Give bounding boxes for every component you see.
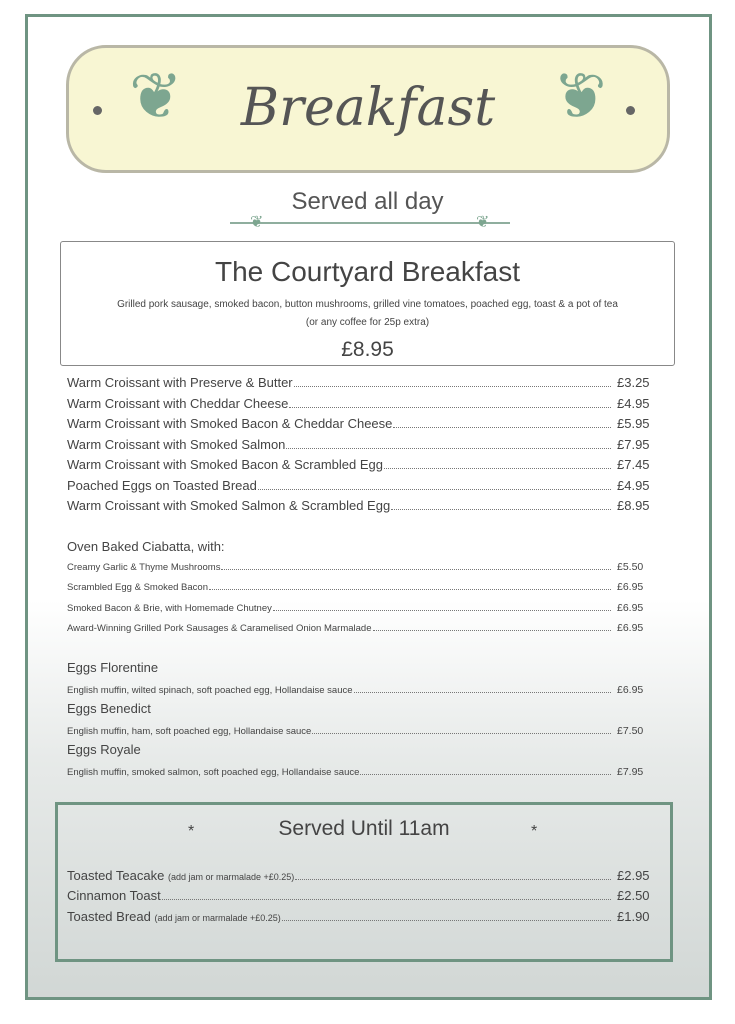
- item-name-text: Warm Croissant with Cheddar Cheese: [67, 395, 289, 411]
- item-price: £4.95: [617, 395, 650, 411]
- menu-item: [67, 416, 657, 431]
- menu-item: [67, 457, 657, 472]
- item-price: £6.95: [617, 581, 644, 594]
- dot-leader: [282, 920, 611, 921]
- ornament-icon: ❦: [250, 214, 264, 231]
- item-note: (add jam or marmalade +£0.25): [154, 912, 281, 923]
- menu-item: [67, 478, 657, 493]
- item-name: [67, 726, 311, 737]
- dot-leader: [312, 733, 611, 734]
- subtitle: Served all day: [291, 188, 444, 215]
- dot-leader: [289, 407, 611, 408]
- item-price: £2.95: [617, 868, 650, 883]
- item-name-text: Cinnamon Toast: [67, 888, 161, 904]
- menu-item: [67, 561, 657, 573]
- item-name: [67, 416, 392, 431]
- featured-price: £8.95: [341, 338, 394, 361]
- dish-title: Eggs Florentine: [67, 660, 159, 675]
- item-name-text: English muffin, smoked salmon, soft poached egg, Hollandaise sauce: [67, 767, 360, 778]
- menu-item: [67, 684, 657, 696]
- menu-item: [67, 375, 657, 390]
- item-name-text: Toasted Teacake: [67, 868, 165, 883]
- dish-title: Eggs Royale: [67, 742, 141, 757]
- item-name-text: Smoked Bacon & Brie, with Homemade Chutney: [67, 602, 272, 614]
- item-price: £7.95: [617, 436, 650, 452]
- item-price: £6.95: [617, 601, 644, 614]
- item-price: £4.95: [617, 477, 650, 493]
- item-name: [67, 396, 288, 411]
- divider: [230, 222, 510, 224]
- menu-item: [67, 581, 657, 593]
- dot-leader: [221, 569, 611, 570]
- item-name-text: Warm Croissant with Smoked Bacon & Cheddar Cheese: [67, 416, 393, 431]
- dot-leader: [209, 589, 611, 590]
- item-price: £7.50: [617, 725, 644, 737]
- item-price: £3.25: [617, 375, 650, 390]
- item-price: £5.50: [617, 561, 644, 573]
- item-price: £8.95: [617, 498, 650, 513]
- dot-leader: [391, 509, 611, 510]
- item-name: [67, 767, 359, 778]
- dot-leader: [273, 610, 611, 611]
- item-name-text: Creamy Garlic & Thyme Mushrooms: [67, 562, 221, 573]
- dish-title: Eggs Benedict: [67, 701, 151, 716]
- item-price: £7.95: [617, 766, 644, 778]
- section-title: Oven Baked Ciabatta, with:: [67, 539, 225, 554]
- item-name-text: English muffin, wilted spinach, soft poached egg, Hollandaise sauce: [67, 685, 353, 696]
- featured-name: The Courtyard Breakfast: [214, 256, 521, 287]
- page-title: Breakfast: [240, 78, 496, 138]
- dot-leader: [393, 427, 611, 428]
- item-name-text: Scrambled Egg & Smoked Bacon: [67, 582, 208, 594]
- menu-item: [67, 909, 657, 924]
- item-name-text: Warm Croissant with Preserve & Butter: [67, 375, 293, 390]
- item-name-text: Poached Eggs on Toasted Bread: [67, 477, 257, 493]
- menu-item: [67, 396, 657, 411]
- featured-description: Grilled pork sausage, smoked bacon, button mushrooms, grilled vine tomatoes, poached egg, toast & a pot of tea: [117, 299, 618, 310]
- item-name-text: Toasted Bread: [67, 908, 151, 924]
- menu-item: [67, 888, 657, 903]
- dot-leader: [360, 774, 611, 775]
- section-title: Served Until 11am: [278, 817, 450, 840]
- item-name: [67, 562, 220, 573]
- item-name: [67, 437, 285, 452]
- menu-item: [67, 602, 657, 614]
- item-name-text: English muffin, ham, soft poached egg, Hollandaise sauce: [67, 726, 312, 737]
- menu-item: [67, 622, 657, 634]
- dot-leader: [258, 489, 611, 490]
- item-name: [67, 888, 161, 903]
- featured-note: (or any coffee for 25p extra): [305, 317, 430, 328]
- item-note: (add jam or marmalade +£0.25): [167, 872, 295, 882]
- item-name: [67, 909, 281, 924]
- item-price: £6.95: [617, 684, 644, 696]
- item-price: £2.50: [617, 888, 650, 904]
- item-price: £1.90: [617, 908, 650, 924]
- item-name: [67, 582, 208, 593]
- item-name: [67, 478, 257, 493]
- swirl-ornament-icon: ❦: [553, 60, 607, 132]
- star-icon: *: [188, 823, 195, 840]
- item-name: [67, 375, 293, 390]
- featured-box: [60, 241, 675, 366]
- item-price: £6.95: [617, 621, 644, 634]
- item-price: £7.45: [617, 457, 650, 472]
- item-name: [67, 603, 272, 614]
- menu-item: [67, 498, 657, 513]
- menu-item: [67, 725, 657, 737]
- item-name: [67, 685, 353, 696]
- dot-leader: [295, 879, 611, 880]
- ornament-icon: ❦: [476, 214, 490, 231]
- item-name: [67, 623, 372, 634]
- item-name: [67, 868, 294, 883]
- dot-leader: [286, 448, 611, 449]
- item-name: [67, 457, 383, 472]
- dot-leader: [384, 468, 611, 469]
- item-price: £5.95: [617, 416, 650, 431]
- dot-leader: [373, 630, 612, 631]
- item-name-text: Award-Winning Grilled Pork Sausages & Caramelised Onion Marmalade: [67, 622, 372, 634]
- dot-leader: [162, 899, 611, 900]
- item-name: [67, 498, 390, 513]
- item-name-text: Warm Croissant with Smoked Salmon: [67, 436, 286, 452]
- star-icon: *: [531, 823, 538, 840]
- title-banner: [66, 45, 670, 173]
- dot-leader: [294, 386, 611, 387]
- menu-item: [67, 766, 657, 778]
- item-name-text: Warm Croissant with Smoked Bacon & Scrambled Egg: [67, 457, 383, 472]
- swirl-ornament-icon: ❦: [129, 60, 183, 132]
- menu-item: [67, 868, 657, 883]
- dot-leader: [354, 692, 611, 693]
- item-name-text: Warm Croissant with Smoked Salmon & Scrambled Egg: [67, 498, 391, 513]
- menu-item: [67, 437, 657, 452]
